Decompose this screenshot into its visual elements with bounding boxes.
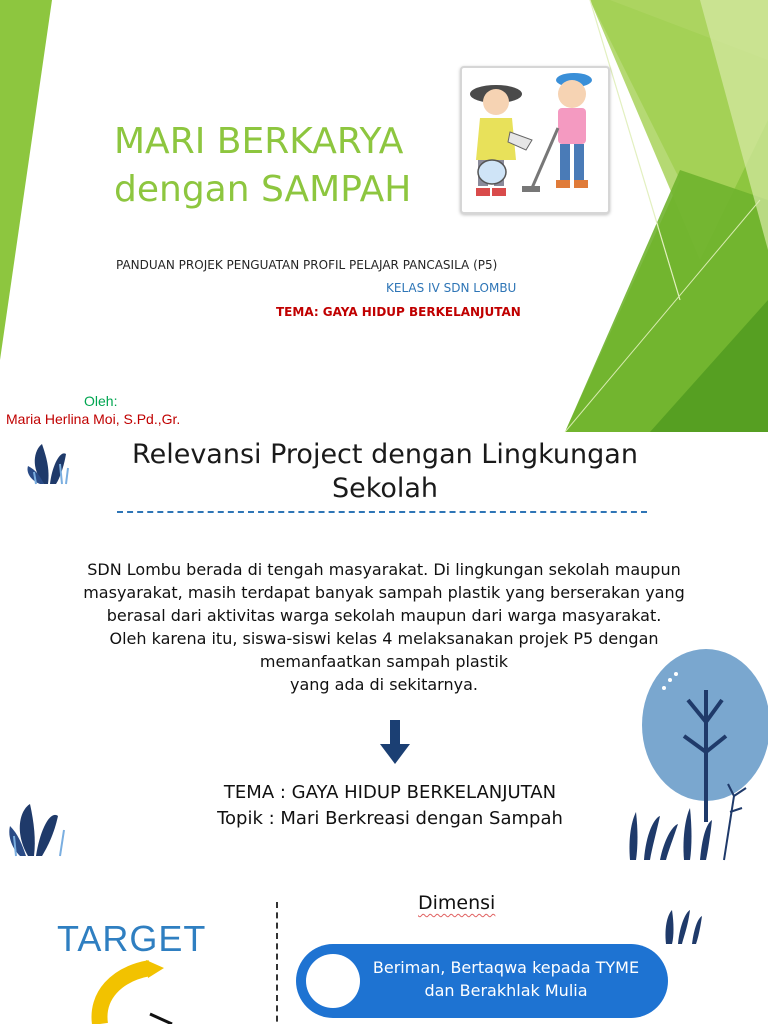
dimension-line-1: Beriman, Bertaqwa kepada TYME bbox=[372, 958, 640, 977]
kids-cleaning-illustration bbox=[460, 66, 610, 214]
description-line: memanfaatkan sampah plastik bbox=[259, 652, 509, 671]
slide-cover bbox=[0, 0, 768, 432]
title-divider bbox=[117, 511, 647, 513]
subtitle: PANDUAN PROJEK PENGUATAN PROFIL PELAJAR PANCASILA (P5) bbox=[116, 258, 498, 272]
leaf-plant-icon bbox=[28, 444, 69, 484]
grass-icon-2 bbox=[665, 910, 702, 944]
title-line-1: MARI BERKARYA bbox=[114, 121, 404, 162]
slide-title: Relevansi Project dengan Lingkungan Sekolah bbox=[132, 439, 638, 504]
presentation-title bbox=[114, 118, 444, 214]
arrow-down-icon bbox=[380, 720, 410, 764]
curved-arrow-icon bbox=[99, 960, 172, 1024]
dimension-text bbox=[356, 956, 656, 1002]
dimension-item bbox=[296, 944, 668, 1018]
by-label: Oleh: bbox=[84, 393, 118, 409]
leaf-plant-icon-2 bbox=[9, 804, 64, 856]
dimension-heading: Dimensi bbox=[418, 892, 496, 914]
illustration-graphic bbox=[462, 68, 608, 212]
class-label: KELAS IV SDN LOMBU bbox=[386, 281, 517, 295]
title-line-2: dengan SAMPAH bbox=[114, 169, 412, 210]
theme-label: TEMA: GAYA HIDUP BERKELANJUTAN bbox=[276, 305, 521, 319]
description-line: yang ada di sekitarnya. bbox=[290, 675, 478, 694]
dimension-line-2: dan Berakhlak Mulia bbox=[424, 981, 588, 1000]
vertical-divider bbox=[276, 902, 278, 1024]
author-name: Maria Herlina Moi, S.Pd.,Gr. bbox=[6, 411, 181, 427]
description-text bbox=[72, 558, 696, 696]
theme-statement: TEMA : GAYA HIDUP BERKELANJUTAN bbox=[223, 782, 557, 803]
description-line: Oleh karena itu, siswa-siswi kelas 4 melaksanakan projek P5 dengan bbox=[109, 629, 659, 648]
grass-icon bbox=[629, 808, 712, 860]
slide-target bbox=[0, 864, 768, 1024]
topic-statement: Topik : Mari Berkreasi dengan Sampah bbox=[217, 808, 563, 829]
slide-relevansi bbox=[0, 432, 768, 864]
green-decoration bbox=[0, 0, 768, 432]
bullet-circle bbox=[306, 954, 360, 1008]
description-line: berasal dari aktivitas warga sekolah maupun dari warga masyarakat. bbox=[106, 606, 662, 625]
target-heading: TARGET bbox=[57, 918, 207, 959]
description-line: SDN Lombu berada di tengah masyarakat. Di lingkungan sekolah maupun bbox=[87, 560, 681, 579]
description-line: masyarakat, masih terdapat banyak sampah plastik yang berserakan yang bbox=[83, 583, 685, 602]
